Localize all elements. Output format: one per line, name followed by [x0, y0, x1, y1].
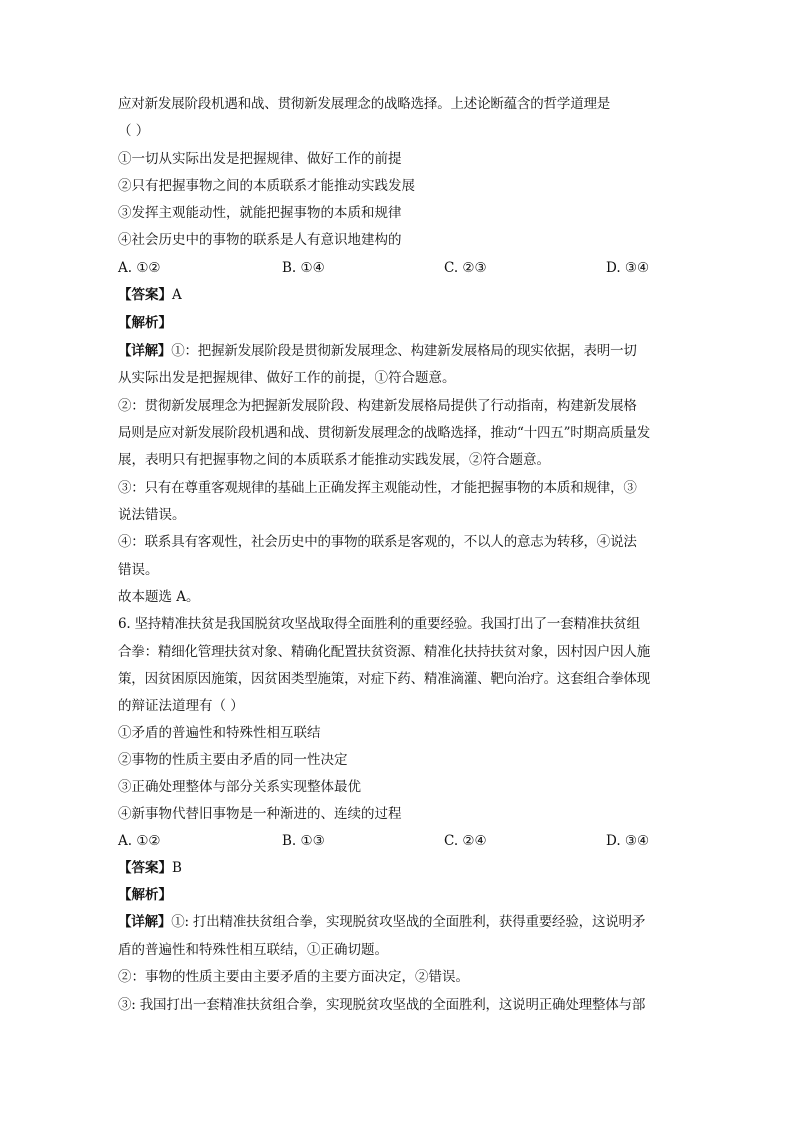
q6-statement-1: ①矛盾的普遍性和特殊性相互联结 [118, 725, 321, 741]
q6-detail-line-3: ②：事物的性质主要由主要矛盾的主要方面决定，②错误。 [118, 969, 469, 985]
q5-option-a: A. ①② [118, 260, 161, 276]
q6-statement-3: ③正确处理整体与部分关系实现整体最优 [118, 779, 361, 795]
q5-option-b: B. ①④ [282, 260, 325, 276]
q5-statement-1: ①一切从实际出发是把握规律、做好工作的前提 [118, 151, 402, 167]
q6-answer-label: 【答案】 [118, 860, 172, 876]
q5-stem-line-2: （ ） [118, 123, 150, 139]
q6-stem-line-3: 策，因贫困原因施策，因贫困类型施策，对症下药、精准滴灌、靶向治疗。这套组合拳体现 [118, 671, 650, 687]
q5-detail-line-9: 错误。 [118, 562, 159, 578]
q5-detail-line-5: 展，表明只有把握事物之间的本质联系才能推动实践发展，②符合题意。 [118, 452, 550, 468]
q5-stem-line-1: 应对新发展阶段机遇和战、贯彻新发展理念的战略选择。上述论断蕴含的哲学道理是 [118, 96, 611, 112]
q6-stem-line-4: 的辩证法道理有（ ） [118, 698, 244, 714]
q5-detail-text-1: ①：把握新发展阶段是贯彻新发展理念、构建新发展格局的现实依据，表明一切 [171, 343, 637, 359]
q6-option-a: A. ①② [118, 833, 161, 849]
q5-detail-line-10: 故本题选 A。 [118, 589, 200, 605]
q6-detail-label: 【详解】 [118, 914, 172, 930]
q6-statement-2: ②事物的性质主要由矛盾的同一性决定 [118, 752, 348, 768]
q6-answer [118, 858, 678, 878]
q6-analysis-label: 【解析】 [118, 887, 172, 903]
q5-option-d: D. ③④ [606, 260, 650, 276]
q5-answer-label: 【答案】 [118, 287, 172, 303]
q6-option-c: C. ②④ [444, 833, 487, 849]
q6-option-b: B. ①③ [282, 833, 325, 849]
q5-detail-line-1 [118, 341, 678, 361]
q6-stem-line-1: 6. 坚持精准扶贫是我国脱贫攻坚战取得全面胜利的重要经验。我国打出了一套精准扶贫组 [118, 616, 640, 632]
q5-answer [118, 285, 678, 305]
q5-statement-4: ④社会历史中的事物的联系是人有意识地建构的 [118, 232, 402, 248]
q5-detail-line-4: 局则是应对新发展阶段机遇和战、贯彻新发展理念的战略选择，推动“十四五”时期高质量发 [118, 425, 651, 441]
q5-answer-value: A [172, 287, 182, 303]
q6-detail-text-1: ①: 打出精准扶贫组合拳，实现脱贫攻坚战的全面胜利，获得重要经验，这说明矛 [171, 914, 646, 930]
q5-option-c: C. ②③ [444, 260, 487, 276]
q5-detail-line-8: ④：联系具有客观性，社会历史中的事物的联系是客观的，不以人的意志为转移，④说法 [118, 534, 637, 550]
q6-detail-line-4: ③: 我国打出一套精准扶贫组合拳，实现脱贫攻坚战的全面胜利，这说明正确处理整体与部 [118, 997, 646, 1013]
q6-detail-line-2: 盾的普遍性和特殊性相互联结，①正确切题。 [118, 942, 388, 958]
q5-statement-2: ②只有把握事物之间的本质联系才能推动实践发展 [118, 178, 415, 194]
q6-answer-value: B [172, 860, 182, 876]
q6-statement-4: ④新事物代替旧事物是一种渐进的、连续的过程 [118, 806, 402, 822]
q5-detail-line-6: ③：只有在尊重客观规律的基础上正确发挥主观能动性，才能把握事物的本质和规律，③ [118, 480, 637, 496]
q6-stem-line-2: 合拳：精细化管理扶贫对象、精确化配置扶贫资源、精准化扶持扶贫对象，因村因户因人施 [118, 644, 650, 660]
q5-detail-line-2: 从实际出发是把握规律、做好工作的前提，①符合题意。 [118, 370, 456, 386]
q5-statement-3: ③发挥主观能动性，就能把握事物的本质和规律 [118, 205, 402, 221]
q5-detail-label: 【详解】 [118, 343, 172, 359]
q6-option-d: D. ③④ [606, 833, 650, 849]
q5-detail-line-3: ②：贯彻新发展理念为把握新发展阶段、构建新发展格局提供了行动指南，构建新发展格 [118, 398, 637, 414]
q5-analysis-label: 【解析】 [118, 315, 172, 331]
q5-detail-line-7: 说法错误。 [118, 507, 186, 523]
q6-detail-line-1 [118, 912, 678, 932]
